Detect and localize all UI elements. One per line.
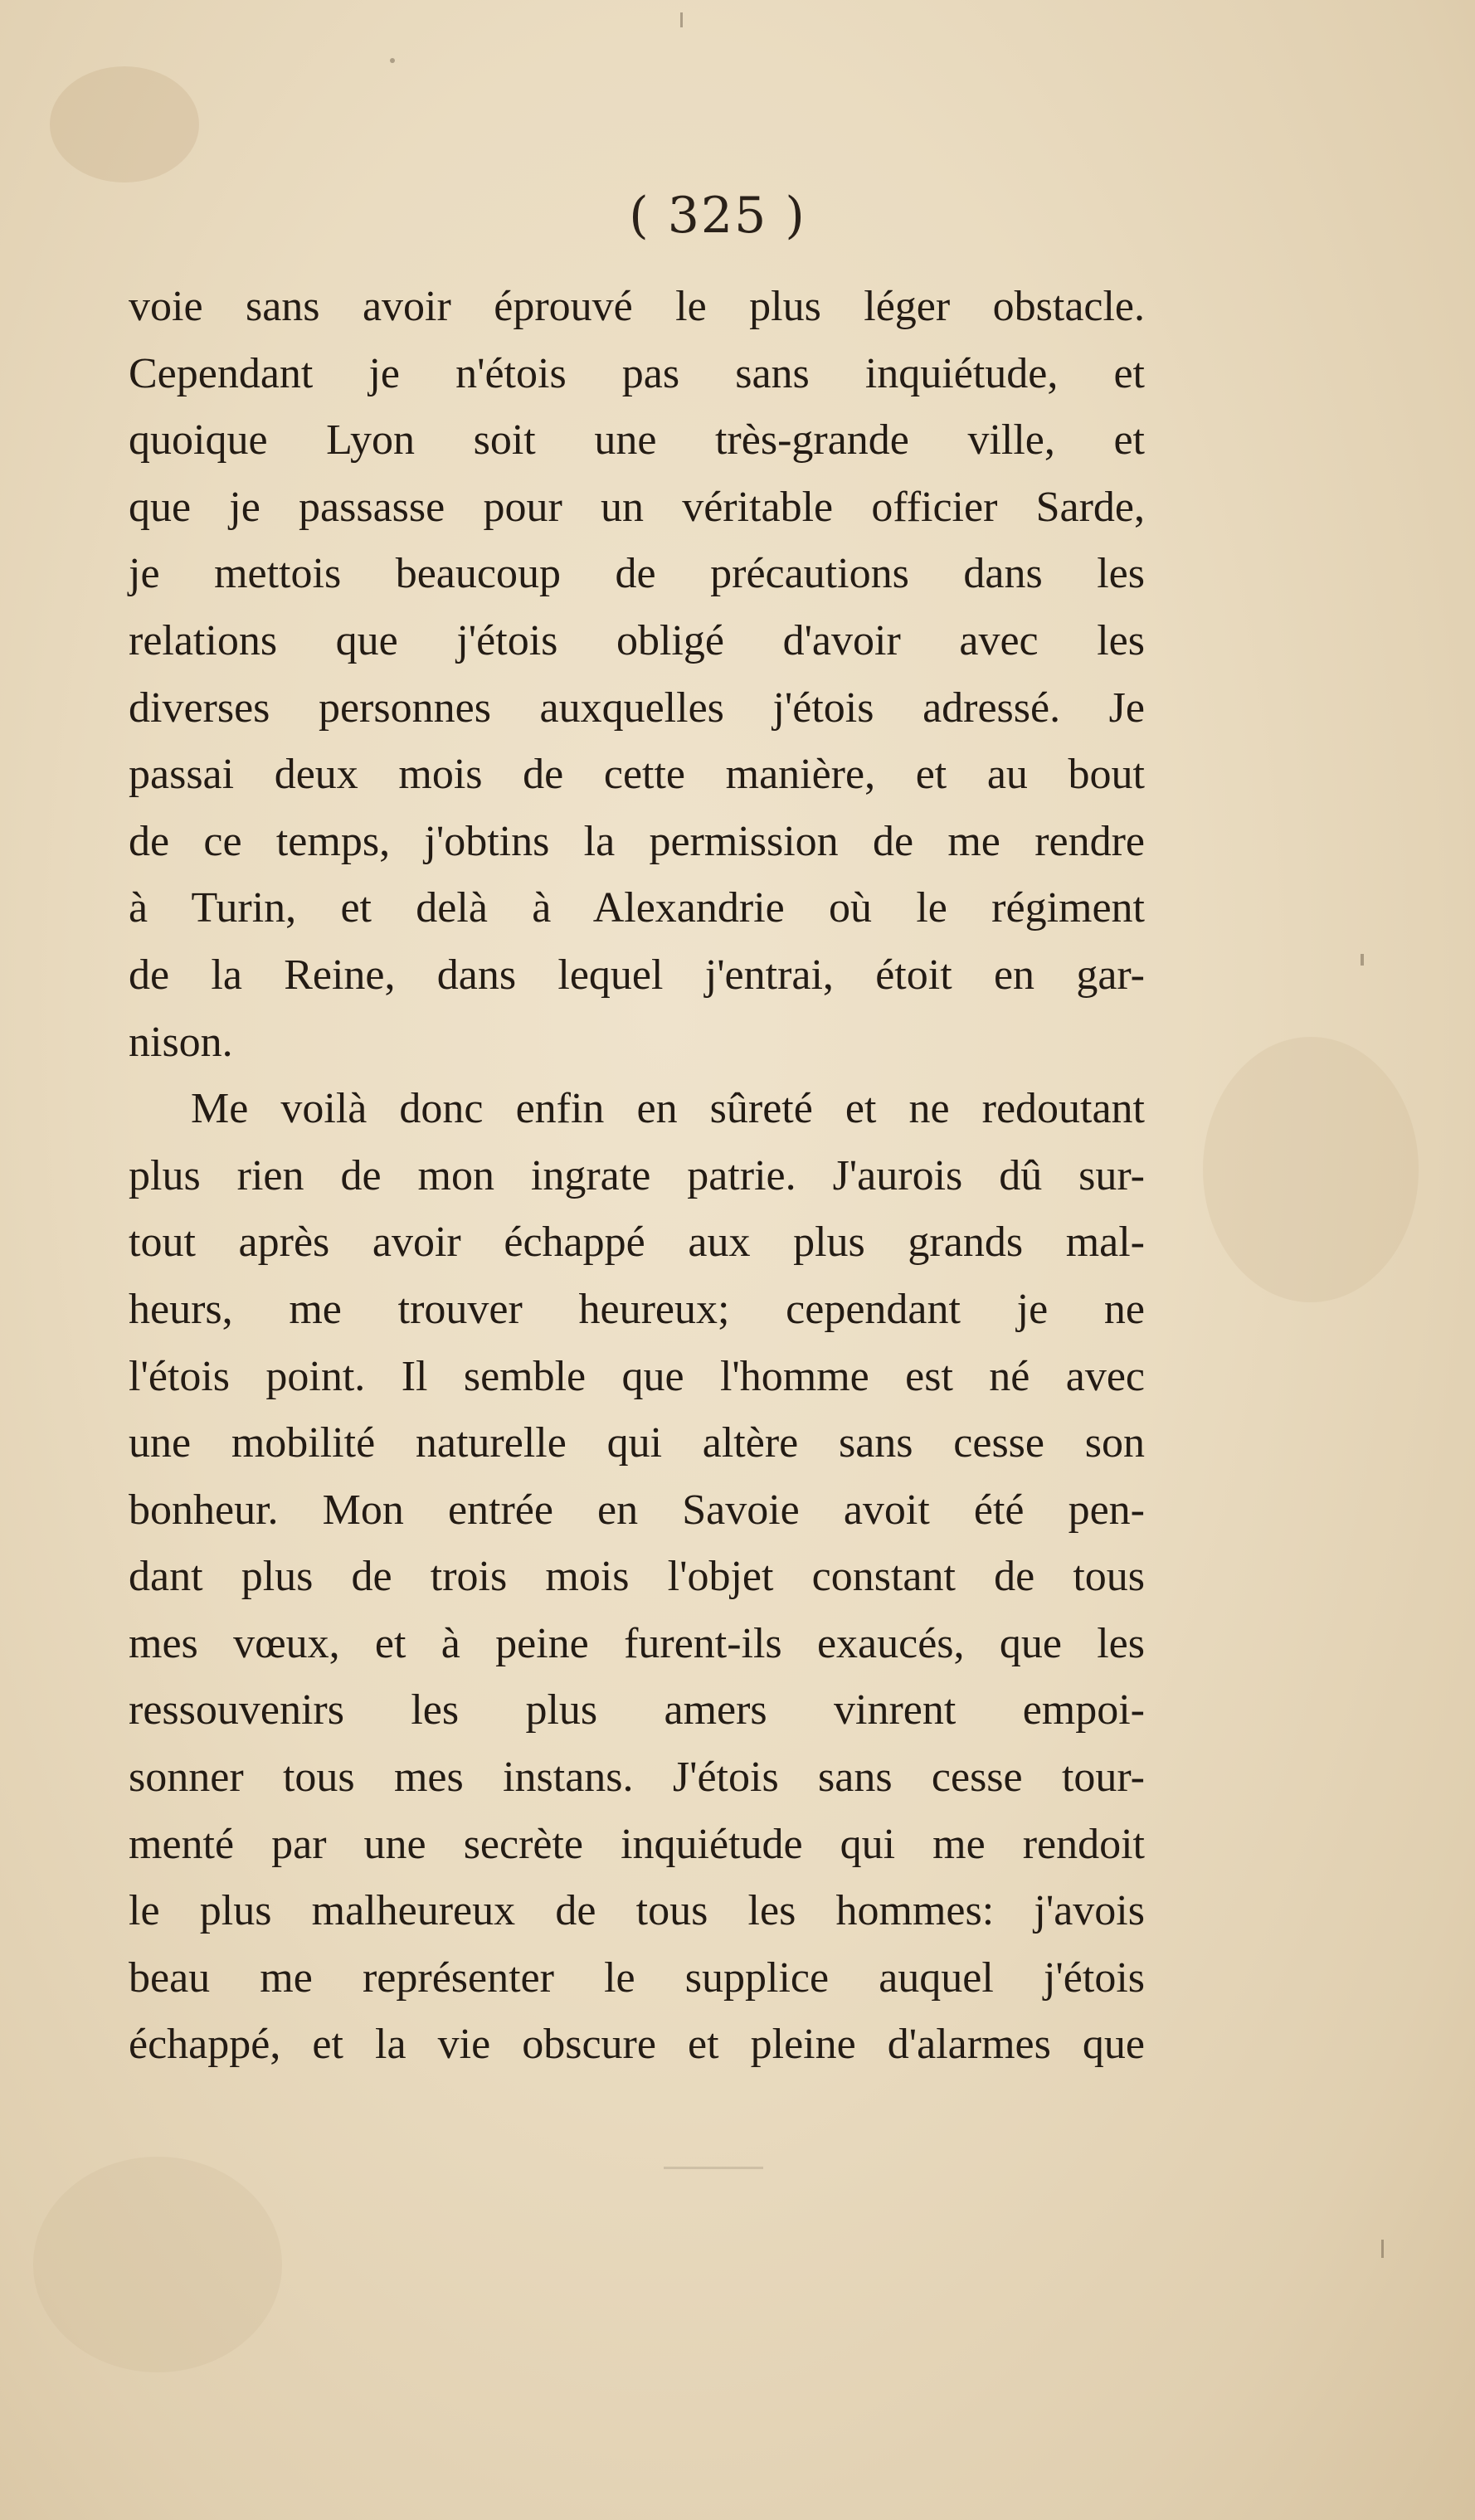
text-line: passai deux mois de cette manière, et au bout — [129, 751, 1145, 799]
text-line: dant plus de trois mois l'objet constant de tous — [129, 1553, 1145, 1601]
paper-stain — [1203, 1037, 1419, 1302]
paper-stain — [50, 66, 199, 182]
text-line: une mobilité naturelle qui altère sans cesse son — [129, 1419, 1145, 1467]
text-line: menté par une secrète inquiétude qui me rendoit — [129, 1820, 1145, 1868]
text-line: tout après avoir échappé aux plus grands mal- — [129, 1219, 1145, 1267]
paragraph — [129, 1076, 1145, 2079]
text-line: beau me représenter le supplice auquel j'étois — [129, 1953, 1145, 2002]
text-line: heurs, me trouver heureux; cependant je ne — [129, 1285, 1145, 1333]
text-line: ressouvenirs les plus amers vinrent empoi- — [129, 1686, 1145, 1734]
text-line: voie sans avoir éprouvé le plus léger obstacle. — [129, 283, 1145, 330]
body-text — [129, 274, 1145, 2079]
text-line: que je passasse pour un véritable officier Sarde, — [129, 483, 1145, 531]
text-line: quoique Lyon soit une très-grande ville, et — [129, 416, 1145, 465]
paper-speck — [664, 2167, 763, 2169]
text-line: Me voilà donc enfin en sûreté et ne redoutant — [191, 1085, 1145, 1133]
text-line: échappé, et la vie obscure et pleine d'alarmes que — [129, 2021, 1145, 2069]
text-line: mes vœux, et à peine furent-ils exaucés, que les — [129, 1619, 1145, 1667]
paragraph — [129, 274, 1145, 1076]
text-line: relations que j'étois obligé d'avoir avec les — [129, 616, 1145, 664]
text-line: Cependant je n'étois pas sans inquiétude, et — [129, 349, 1145, 397]
text-line: sonner tous mes instans. J'étois sans cesse tour- — [129, 1754, 1145, 1802]
paper-speck — [680, 12, 683, 27]
paper-stain — [33, 2157, 282, 2372]
paper-speck — [1361, 954, 1364, 966]
text-line: de la Reine, dans lequel j'entrai, étoit en gar- — [129, 951, 1145, 999]
text-line: plus rien de mon ingrate patrie. J'aurois dû sur- — [129, 1151, 1145, 1199]
text-line: de ce temps, j'obtins la permission de me rendre — [129, 817, 1145, 865]
page-number: ( 325 ) — [629, 187, 806, 245]
paper-speck — [1381, 2240, 1384, 2258]
text-line: l'étois point. Il semble que l'homme est né avec — [129, 1352, 1145, 1400]
text-line: je mettois beaucoup de précautions dans les — [129, 550, 1145, 598]
text-line: à Turin, et delà à Alexandrie où le régiment — [129, 884, 1145, 932]
text-line: nison. — [129, 1018, 233, 1066]
paper-speck — [390, 58, 395, 63]
text-line: le plus malheureux de tous les hommes: j'avois — [129, 1887, 1145, 1935]
text-line: bonheur. Mon entrée en Savoie avoit été pen- — [129, 1486, 1145, 1534]
text-line: diverses personnes auxquelles j'étois adressé. Je — [129, 684, 1145, 732]
